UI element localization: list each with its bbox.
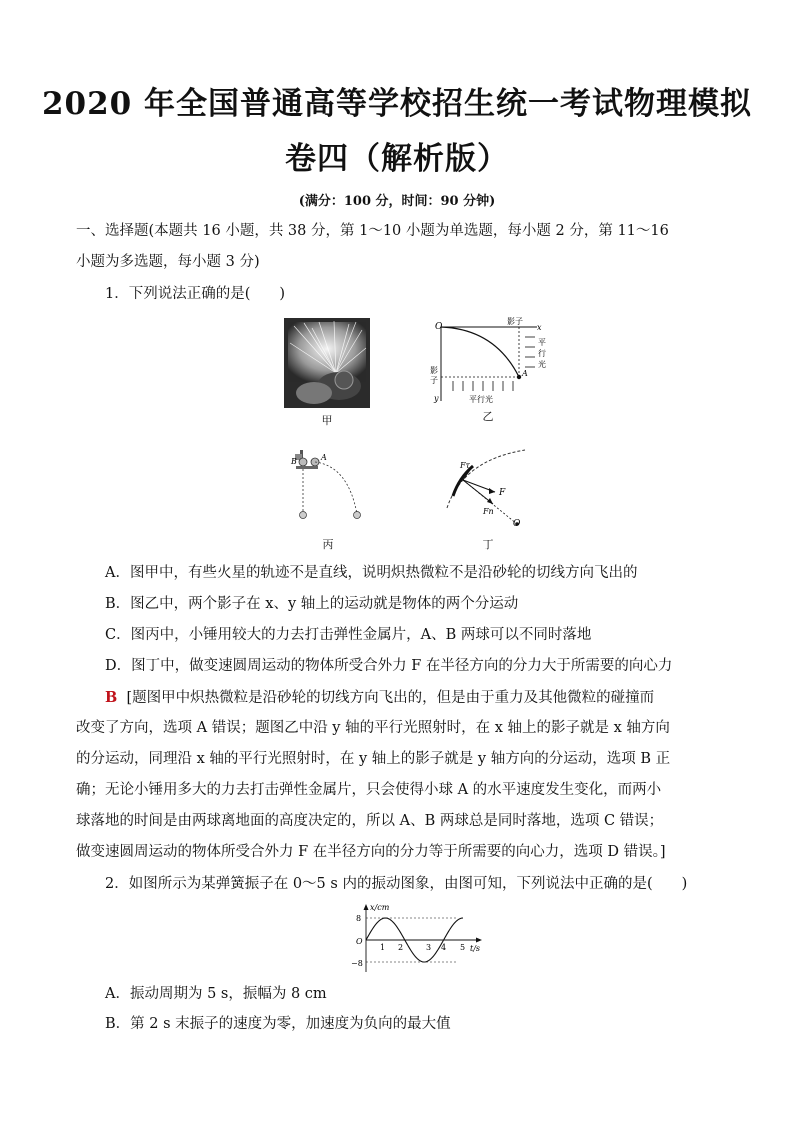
figure-yi-y-axis-label: y — [434, 394, 439, 403]
figure-yi-shadow-y-label-1: 影 — [430, 366, 438, 375]
title-line-1: 2020 年全国普通高等学校招生统一考试物理模拟 — [41, 86, 753, 122]
graph-xtick-5: 5 — [460, 943, 466, 952]
graph-xtick-4: 4 — [441, 943, 447, 952]
figure-yi-caption: 乙 — [482, 410, 494, 423]
q1-option-b: B．图乙中，两个影子在 x、y 轴上的运动就是物体的两个分运动 — [105, 596, 519, 612]
figure-jia-caption: 甲 — [321, 414, 333, 427]
figure-yi-origin-label: O — [435, 322, 443, 332]
q1-explanation-line-6: 做变速圆周运动的物体所受合外力 F 在半径方向的分力等于所需要的向心力，选项 D 错误。] — [76, 844, 666, 860]
figure-ding-force-diagram — [443, 448, 533, 530]
q1-answer: B — [105, 689, 118, 706]
q1-explanation-text-1: [题图甲中炽热微粒是沿砂轮的切线方向飞出的，但是由于重力及其他微粒的碰撞而 — [126, 690, 655, 706]
section-heading-line-1: 一、选择题(本题共 16 小题，共 38 分，第 1～10 小题为单选题，每小题 2 分，第 11～16 — [76, 223, 669, 239]
graph-xtick-1: 1 — [380, 943, 386, 952]
q1-stem: 1．下列说法正确的是( ) — [105, 286, 286, 302]
q2-stem: 2．如图所示为某弹簧振子在 0～5 s 内的振动图象，由图可知，下列说法中正确的是( ) — [105, 876, 688, 892]
figure-bing-caption: 丙 — [322, 538, 334, 551]
q2-option-a: A．振动周期为 5 s，振幅为 8 cm — [105, 986, 327, 1002]
figure-ding-fn-label: Fn — [483, 507, 494, 516]
q1-explanation-line-2: 改变了方向，选项 A 错误；题图乙中沿 y 轴的平行光照射时，在 x 轴上的影子就是 x 轴方向 — [76, 720, 670, 736]
figure-yi-x-axis-label: x — [537, 323, 542, 332]
q1-option-d: D．图丁中，做变速圆周运动的物体所受合外力 F 在半径方向的分力大于所需要的向心力 — [105, 658, 673, 674]
figure-ding-ft-label: Fτ — [460, 461, 470, 470]
figure-bing-a-label: A — [321, 453, 327, 462]
figure-bing-falling-balls — [288, 444, 368, 522]
figure-yi-parallel-bottom-label: 平行光 — [469, 395, 493, 404]
figure-ding-o-label: O — [513, 519, 521, 529]
subtitle: (满分：100 分，时间：90 分钟) — [298, 194, 496, 209]
graph-y-label: x/cm — [370, 903, 390, 912]
graph-ytick-8: 8 — [356, 914, 362, 923]
q1-explanation-line-5: 球落地的时间是由两球离地面的高度决定的，所以 A、B 两球总是同时落地，选项 C 错误； — [76, 813, 664, 829]
q2-oscillation-graph — [340, 900, 490, 976]
figure-yi-parallel-right-1: 平 — [538, 338, 546, 347]
figure-yi-shadow-diagram — [425, 315, 550, 405]
figure-bing-b-label: B — [291, 457, 297, 466]
title-line-2: 卷四（解析版） — [285, 141, 509, 177]
graph-x-label: t/s — [470, 944, 481, 953]
figure-yi-point-a-label: A — [522, 369, 528, 378]
graph-xtick-2: 2 — [398, 943, 404, 952]
section-heading-line-2: 小题为多选题，每小题 3 分) — [76, 254, 260, 270]
figure-ding-f-label: F — [499, 488, 506, 498]
q1-explanation-line-1 — [105, 681, 755, 715]
figure-yi-parallel-right-3: 光 — [538, 360, 546, 369]
graph-ytick-neg8: −8 — [351, 959, 363, 968]
graph-xtick-3: 3 — [426, 943, 432, 952]
figure-yi-shadow-x-label: 影子 — [507, 317, 523, 326]
figure-yi-shadow-y-label-2: 子 — [430, 376, 438, 385]
q1-option-a: A．图甲中，有些火星的轨迹不是直线，说明炽热微粒不是沿砂轮的切线方向飞出的 — [105, 565, 638, 581]
q1-explanation-line-4: 确；无论小锤用多大的力去打击弹性金属片，只会使得小球 A 的水平速度发生变化，而两小 — [76, 782, 662, 798]
figure-jia-sparks-photo — [284, 318, 370, 408]
figure-yi-parallel-right-2: 行 — [538, 349, 546, 358]
figure-ding-caption: 丁 — [482, 538, 494, 551]
q1-explanation-line-3: 的分运动，同理沿 x 轴的平行光照射时，在 y 轴上的影子就是 y 轴方向的分运动，选项 B 正 — [76, 751, 671, 767]
graph-ytick-origin: O — [356, 937, 363, 946]
q1-option-c: C．图丙中，小锤用较大的力去打击弹性金属片，A、B 两球可以不同时落地 — [105, 627, 592, 643]
q2-option-b: B．第 2 s 末振子的速度为零，加速度为负向的最大值 — [105, 1016, 451, 1032]
